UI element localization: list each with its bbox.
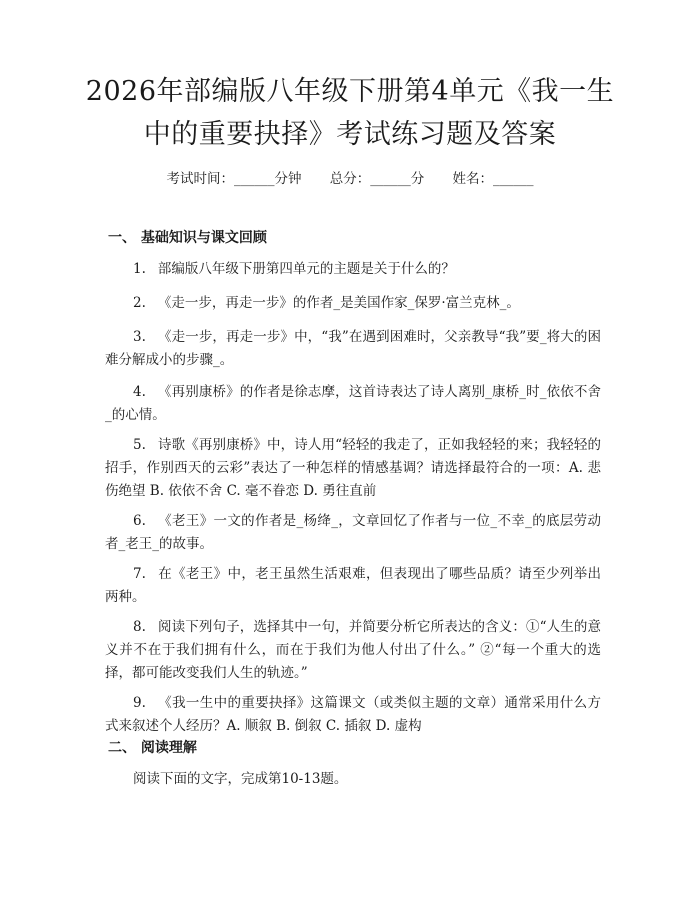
question-text: 《走一步，再走一步》中，“我”在遇到困难时，父亲教导“我”要_将大的困难分解成小的步骤_。 bbox=[105, 329, 601, 368]
question-7 bbox=[105, 563, 601, 609]
total-score-field: 总分：______分 bbox=[329, 171, 425, 187]
question-number: 1. bbox=[133, 261, 146, 277]
exam-meta bbox=[0, 170, 700, 188]
question-number: 5. bbox=[133, 437, 146, 453]
question-number: 3. bbox=[133, 329, 146, 345]
question-2 bbox=[105, 292, 601, 315]
reading-instruction bbox=[105, 768, 601, 791]
question-number: 2. bbox=[133, 295, 146, 311]
question-text: 部编版八年级下册第四单元的主题是关于什么的？ bbox=[157, 261, 455, 277]
question-text: 《我一生中的重要抉择》这篇课文（或类似主题的文章）通常采用什么方式来叙述个人经历？A. 顺叙 B. 倒叙 C. 插叙 D. 虚构 bbox=[105, 695, 601, 734]
question-number: 8. bbox=[133, 619, 146, 635]
question-text: 阅读下列句子，选择其中一句，并简要分析它所表达的含义：①“人生的意义并不在于我们拥有什么，而在于我们为他人付出了什么。” ②“每一个重大的选择，都可能改变我们人生的轨迹。” bbox=[105, 619, 601, 681]
question-3 bbox=[105, 326, 601, 372]
instruction-text: 阅读下面的文字，完成第10-13题。 bbox=[133, 771, 348, 787]
question-4 bbox=[105, 381, 601, 427]
question-number: 7. bbox=[133, 566, 146, 582]
question-9 bbox=[105, 692, 601, 738]
question-1 bbox=[105, 258, 601, 281]
question-number: 4. bbox=[133, 384, 146, 400]
page-title bbox=[70, 70, 630, 156]
question-5 bbox=[105, 434, 601, 503]
question-text: 诗歌《再别康桥》中，诗人用“轻轻的我走了，正如我轻轻的来；我轻轻的招手，作别西天的云彩”表达了一种怎样的情感基调？请选择最符合的一项：A. 悲伤绝望 B. 依依不舍 C. 毫不眷恋 D. 勇往直前 bbox=[105, 437, 601, 499]
question-text: 《再别康桥》的作者是徐志摩，这首诗表达了诗人离别_康桥_时_依依不舍_的心情。 bbox=[105, 384, 601, 423]
question-number: 6. bbox=[133, 513, 146, 529]
title-line-1: 2026年部编版八年级下册第4单元《我一生 bbox=[85, 76, 615, 107]
question-text: 《老王》一文的作者是_杨绛_，文章回忆了作者与一位_不幸_的底层劳动者_老王_的故事。 bbox=[105, 513, 601, 552]
section-heading-1: 一、 基础知识与课文回顾 bbox=[108, 230, 267, 246]
question-number: 9. bbox=[133, 695, 146, 711]
name-field: 姓名：______ bbox=[452, 171, 534, 187]
question-text: 《走一步，再走一步》的作者_是美国作家_保罗·富兰克林_。 bbox=[157, 295, 520, 311]
question-text: 在《老王》中，老王虽然生活艰难，但表现出了哪些品质？请至少列举出两种。 bbox=[105, 566, 601, 605]
title-line-2: 中的重要抉择》考试练习题及答案 bbox=[143, 119, 557, 150]
question-6 bbox=[105, 510, 601, 556]
section-heading-2: 二、 阅读理解 bbox=[108, 740, 197, 756]
question-8 bbox=[105, 616, 601, 685]
exam-time-field: 考试时间：______分钟 bbox=[166, 171, 302, 187]
